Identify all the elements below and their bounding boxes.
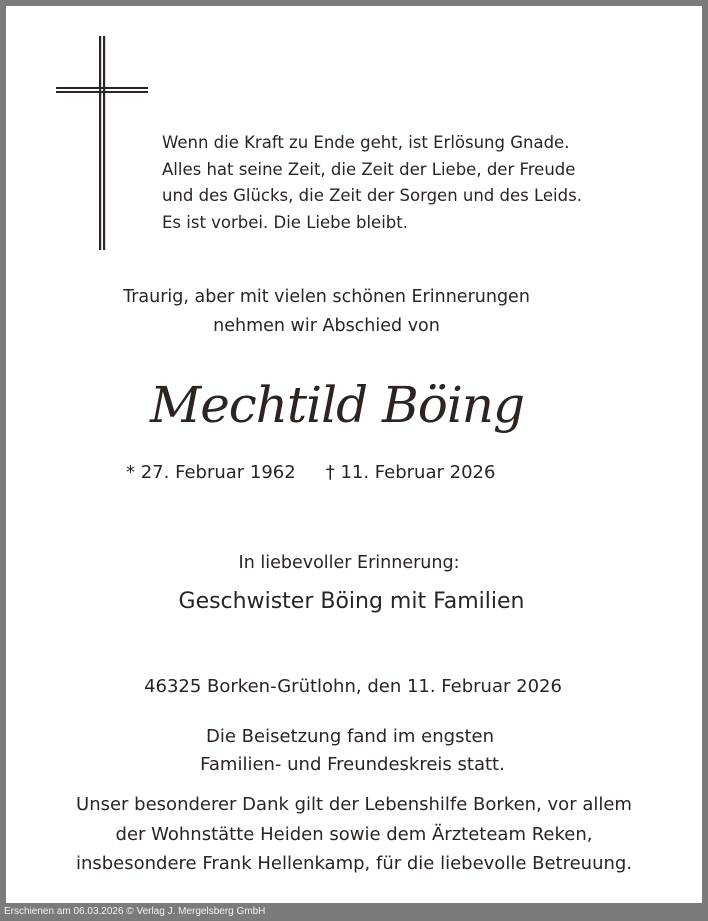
intro-line: Traurig, aber mit vielen schönen Erinnerungen (123, 287, 530, 307)
intro-text (0, 283, 708, 341)
poem-line: Es ist vorbei. Die Liebe bleibt. (162, 212, 408, 232)
mourners-text: Geschwister Böing mit Familien (178, 589, 525, 614)
death-date: † 11. Februar 2026 (325, 462, 496, 483)
place-date-text: 46325 Borken-Grütlohn, den 11. Februar 2026 (144, 676, 562, 697)
poem (162, 130, 582, 236)
thanks-line: insbesondere Frank Hellenkamp, für die liebevolle Betreuung. (75, 853, 633, 874)
publication-footer: Erschienen am 06.03.2026 © Verlag J. Mergelsberg GmbH (4, 906, 266, 917)
intro-line: nehmen wir Abschied von (213, 316, 440, 336)
life-dates (126, 460, 495, 486)
memory-label-text: In liebevoller Erinnerung: (238, 553, 460, 573)
thanks-line: der Wohnstätte Heiden sowie dem Ärzteteam Reken, (115, 823, 593, 845)
deceased-name (140, 360, 560, 460)
poem-line: Wenn die Kraft zu Ende geht, ist Erlösung Gnade. (162, 133, 570, 152)
burial-note (0, 723, 708, 779)
burial-line: Familien- und Freundeskreis statt. (200, 754, 505, 775)
birth-date: * 27. Februar 1962 (126, 462, 296, 483)
thanks-line: Unser besonderer Dank gilt der Lebenshilfe Borken, vor allem (76, 794, 632, 815)
mourners (0, 587, 708, 617)
memory-label (0, 550, 708, 576)
cross-icon (56, 36, 148, 250)
deceased-name-text: Mechtild Böing (150, 376, 525, 434)
thanks-note (0, 790, 708, 879)
burial-line: Die Beisetzung fand im engsten (205, 726, 494, 747)
poem-line: Alles hat seine Zeit, die Zeit der Liebe, der Freude (162, 159, 576, 179)
place-date (0, 673, 708, 701)
poem-line: und des Glücks, die Zeit der Sorgen und des Leids. (162, 186, 582, 205)
